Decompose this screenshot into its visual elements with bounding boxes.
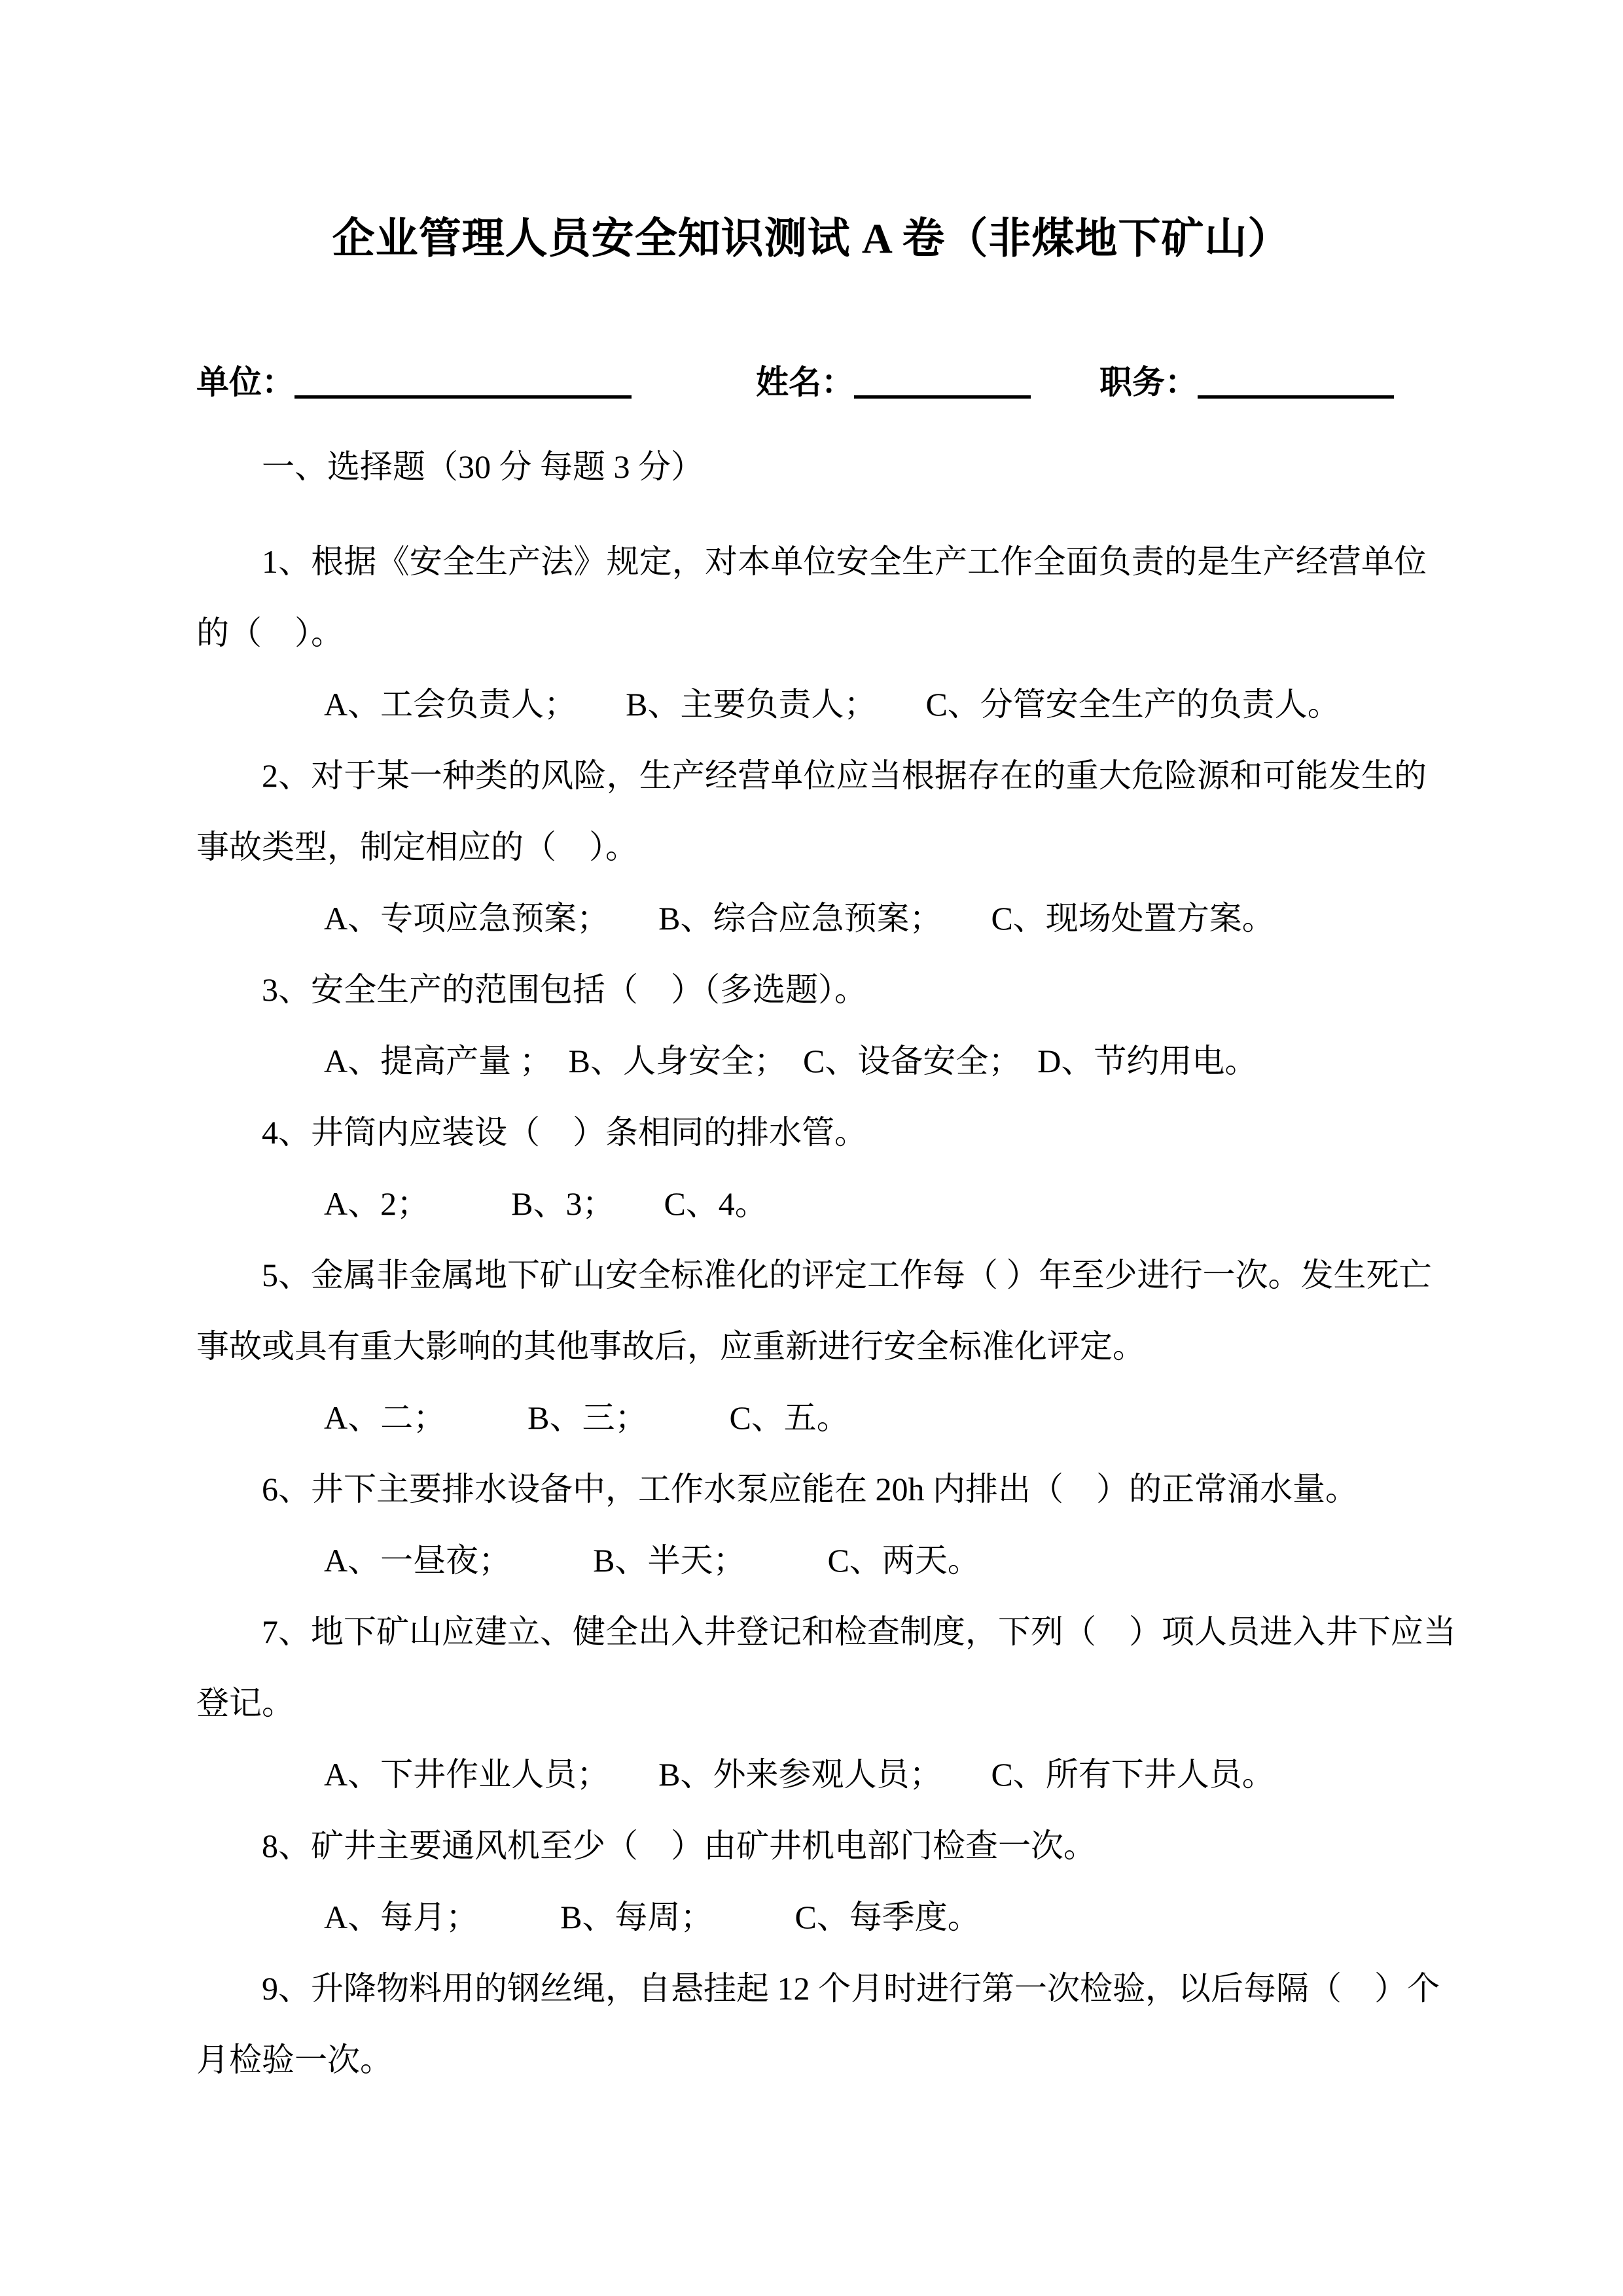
q4-options: A、2； B、3； C、4。 <box>324 1185 768 1222</box>
q6-options: A、一昼夜； B、半天； C、两天。 <box>324 1542 980 1579</box>
unit-blank-field[interactable] <box>294 389 632 399</box>
q5-options: A、二； B、三； C、五。 <box>324 1399 849 1436</box>
q7-options: A、下井作业人员； B、外来参观人员； C、所有下井人员。 <box>324 1756 1275 1793</box>
q5-text-line-1: 5、金属非金属地下矿山安全标准化的评定工作每（ ）年至少进行一次。发生死亡 <box>262 1257 1432 1293</box>
page-title: 企业管理人员安全知识测试 A 卷（非煤地下矿山） <box>332 215 1291 262</box>
q1-text-line-2: 的（ ）。 <box>196 615 344 651</box>
q3-text-line-1: 3、安全生产的范围包括（ ）（多选题）。 <box>262 971 867 1008</box>
q7-text-line-2: 登记。 <box>196 1685 294 1721</box>
q2-text-line-1: 2、对于某一种类的风险，生产经营单位应当根据存在的重大危险源和可能发生的 <box>262 757 1427 794</box>
q1-options: A、工会负责人； B、主要负责人； C、分管安全生产的负责人。 <box>324 686 1340 723</box>
duty-label: 职务： <box>1099 364 1198 401</box>
name-label: 姓名： <box>756 364 854 401</box>
q7-text-line-1: 7、地下矿山应建立、健全出入井登记和检查制度，下列（ ）项人员进入井下应当 <box>262 1613 1456 1650</box>
q2-options: A、专项应急预案； B、综合应急预案； C、现场处置方案。 <box>324 900 1275 937</box>
duty-blank-field[interactable] <box>1198 389 1394 399</box>
q6-text-line-1: 6、井下主要排水设备中，工作水泵应能在 20h 内排出（ ）的正常涌水量。 <box>262 1471 1358 1507</box>
q1-text-line-1: 1、根据《安全生产法》规定，对本单位安全生产工作全面负责的是生产经营单位 <box>262 543 1427 580</box>
unit-label: 单位： <box>196 364 294 401</box>
q9-text-line-2: 月检验一次。 <box>196 2041 393 2078</box>
q3-options: A、提高产量 ； B、人身安全； C、设备安全； D、节约用电。 <box>324 1043 1258 1079</box>
q2-text-line-2: 事故类型，制定相应的（ ）。 <box>196 829 638 865</box>
candidate-info-line <box>196 347 1427 418</box>
q9-text-line-1: 9、升降物料用的钢丝绳，自悬挂起 12 个月时进行第一次检验，以后每隔（ ）个 <box>262 1970 1440 2007</box>
section-heading: 一、选择题（30 分 每题 3 分） <box>262 448 704 485</box>
name-blank-field[interactable] <box>854 389 1031 399</box>
q8-text-line-1: 8、矿井主要通风机至少（ ）由矿井机电部门检查一次。 <box>262 1827 1096 1864</box>
q5-text-line-2: 事故或具有重大影响的其他事故后，应重新进行安全标准化评定。 <box>196 1328 1145 1365</box>
q8-options: A、每月； B、每周； C、每季度。 <box>324 1899 980 1935</box>
q4-text-line-1: 4、井筒内应装设（ ）条相同的排水管。 <box>262 1114 867 1151</box>
